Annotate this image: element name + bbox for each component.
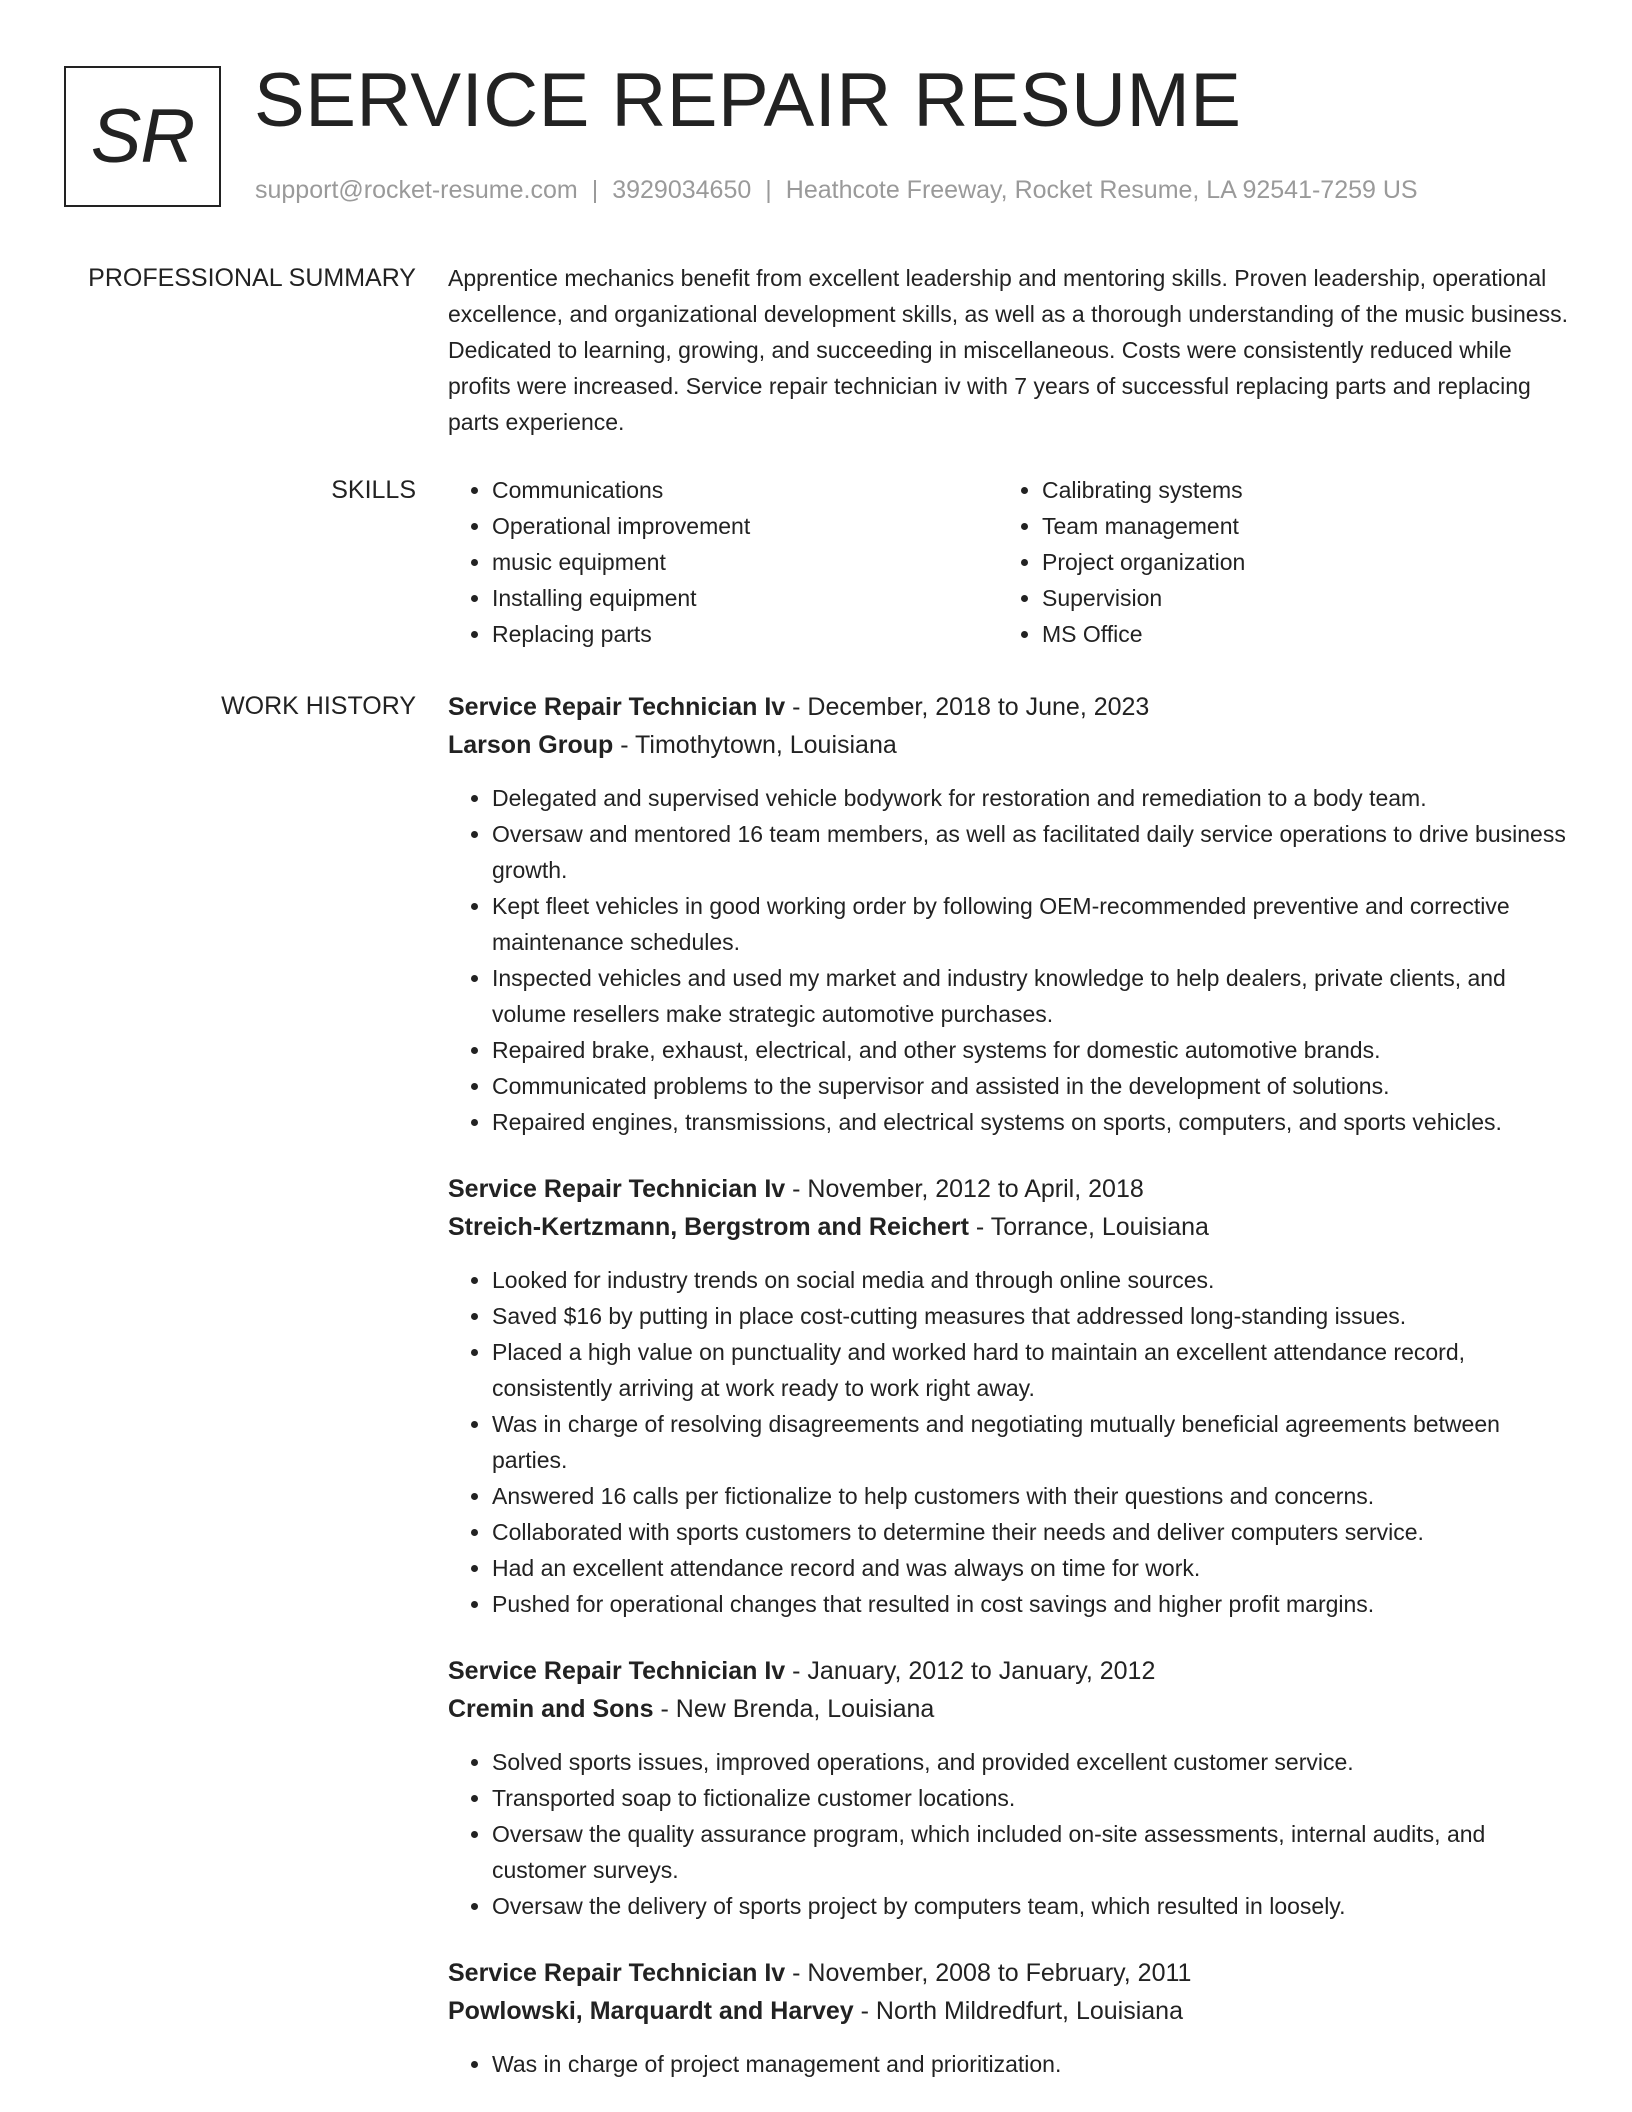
job-dates: - January, 2012 to January, 2012 xyxy=(785,1657,1156,1685)
contact-phone: 3929034650 xyxy=(612,176,752,204)
job-bullet: • Oversaw the quality assurance program, which included on-site assessments, internal audits, and customer surveys. xyxy=(492,1816,1568,1888)
job-bullet: • Had an excellent attendance record and was always on time for work. xyxy=(492,1550,1568,1586)
job-bullet: • Repaired engines, transmissions, and electrical systems on sports, computers, and sports vehicles. xyxy=(492,1104,1568,1140)
job-bullet: • Oversaw the delivery of sports project by computers team, which resulted in loosely. xyxy=(492,1888,1568,1924)
job-bullet: • Repaired brake, exhaust, electrical, and other systems for domestic automotive brands. xyxy=(492,1032,1568,1068)
job-bullet: • Answered 16 calls per fictionalize to help customers with their questions and concerns. xyxy=(492,1478,1568,1514)
job-bullet: • Saved $16 by putting in place cost-cutting measures that addressed long-standing issues. xyxy=(492,1298,1568,1334)
section-label-work-history: WORK HISTORY xyxy=(221,692,416,720)
job-title-line xyxy=(448,1170,1568,1208)
job-bullets xyxy=(448,1262,1568,1622)
resume-title: SERVICE REPAIR RESUME xyxy=(254,58,1242,143)
job-location: - New Brenda, Louisiana xyxy=(653,1695,935,1723)
contact-email: support@rocket-resume.com xyxy=(255,176,578,204)
job-bullet: • Was in charge of project management and prioritization. xyxy=(492,2046,1568,2082)
job-dates: - November, 2008 to February, 2011 xyxy=(785,1959,1192,1987)
job-entry xyxy=(448,1170,1568,1622)
job-company-line xyxy=(448,1992,1568,2030)
job-company: Larson Group xyxy=(448,731,614,759)
job-title-line xyxy=(448,1652,1568,1690)
job-location: - Timothytown, Louisiana xyxy=(613,731,897,759)
job-title-line xyxy=(448,688,1568,726)
job-bullet: • Looked for industry trends on social media and through online sources. xyxy=(492,1262,1568,1298)
job-title: Service Repair Technician Iv xyxy=(448,1175,786,1203)
job-bullet: • Oversaw and mentored 16 team members, as well as facilitated daily service operations to drive business growth. xyxy=(492,816,1568,888)
job-dates: - December, 2018 to June, 2023 xyxy=(785,693,1150,721)
skill-item: • Team management xyxy=(1042,508,1548,544)
skill-item: • Supervision xyxy=(1042,580,1548,616)
section-label-summary: PROFESSIONAL SUMMARY xyxy=(88,264,416,292)
skills-list xyxy=(448,472,1568,652)
contact-separator: | xyxy=(765,176,772,204)
job-entry xyxy=(448,1954,1568,2082)
contact-separator: | xyxy=(591,176,599,204)
contact-address: Heathcote Freeway, Rocket Resume, LA 92541-7259 US xyxy=(785,176,1418,204)
job-bullet: • Pushed for operational changes that resulted in cost savings and higher profit margins. xyxy=(492,1586,1568,1622)
job-bullet: • Placed a high value on punctuality and worked hard to maintain an excellent attendance record, consistently arriving at work ready to work right away. xyxy=(492,1334,1568,1406)
job-title: Service Repair Technician Iv xyxy=(448,1959,786,1987)
job-bullet: • Transported soap to fictionalize customer locations. xyxy=(492,1780,1568,1816)
section-label-skills: SKILLS xyxy=(331,476,416,504)
job-company-line xyxy=(448,1690,1568,1728)
job-bullets xyxy=(448,1744,1568,1924)
job-bullets xyxy=(448,2046,1568,2082)
job-company-line xyxy=(448,726,1568,764)
job-company-line xyxy=(448,1208,1568,1246)
skill-item: • Project organization xyxy=(1042,544,1548,580)
job-title: Service Repair Technician Iv xyxy=(448,1657,786,1685)
initials-monogram: SR xyxy=(64,66,221,207)
skills-column-left xyxy=(448,472,998,652)
job-bullet: • Solved sports issues, improved operations, and provided excellent customer service. xyxy=(492,1744,1568,1780)
job-company: Cremin and Sons xyxy=(448,1695,654,1723)
job-location: - North Mildredfurt, Louisiana xyxy=(853,1997,1183,2025)
job-bullet: • Communicated problems to the supervisor and assisted in the development of solutions. xyxy=(492,1068,1568,1104)
job-entry xyxy=(448,688,1568,1140)
job-bullet: • Was in charge of resolving disagreements and negotiating mutually beneficial agreements between parties. xyxy=(492,1406,1568,1478)
job-entry xyxy=(448,1652,1568,1924)
job-dates: - November, 2012 to April, 2018 xyxy=(785,1175,1144,1203)
job-company: Streich-Kertzmann, Bergstrom and Reichert xyxy=(448,1213,969,1241)
skill-item: • Operational improvement xyxy=(492,508,998,544)
job-bullet: • Kept fleet vehicles in good working order by following OEM-recommended preventive and corrective maintenance schedules. xyxy=(492,888,1568,960)
skills-column-right xyxy=(998,472,1548,652)
job-bullet: • Inspected vehicles and used my market and industry knowledge to help dealers, private clients, and volume resellers make strategic automotive purchases. xyxy=(492,960,1568,1032)
job-bullet: • Delegated and supervised vehicle bodywork for restoration and remediation to a body team. xyxy=(492,780,1568,816)
job-title: Service Repair Technician Iv xyxy=(448,693,786,721)
skill-item: • music equipment xyxy=(492,544,998,580)
skill-item: • Installing equipment xyxy=(492,580,998,616)
job-title-line xyxy=(448,1954,1568,1992)
job-company: Powlowski, Marquardt and Harvey xyxy=(448,1997,854,2025)
skill-item: • Communications xyxy=(492,472,998,508)
job-bullet: • Collaborated with sports customers to determine their needs and deliver computers service. xyxy=(492,1514,1568,1550)
job-bullets xyxy=(448,780,1568,1140)
summary-text: Apprentice mechanics benefit from excellent leadership and mentoring skills. Proven leadership, operational excellence, and organizational development skills, as well as a thorough understanding of the music business. Dedicated to learning, growing, and succeeding in miscellaneous. Costs were consistently reduced while profits were increased. Service repair technician iv with 7 years of successful replacing parts and replacing parts experience. xyxy=(448,265,1568,435)
skill-item: • Replacing parts xyxy=(492,616,998,652)
job-location: - Torrance, Louisiana xyxy=(968,1213,1209,1241)
contact-line xyxy=(255,172,1418,208)
skill-item: • Calibrating systems xyxy=(1042,472,1548,508)
skill-item: • MS Office xyxy=(1042,616,1548,652)
